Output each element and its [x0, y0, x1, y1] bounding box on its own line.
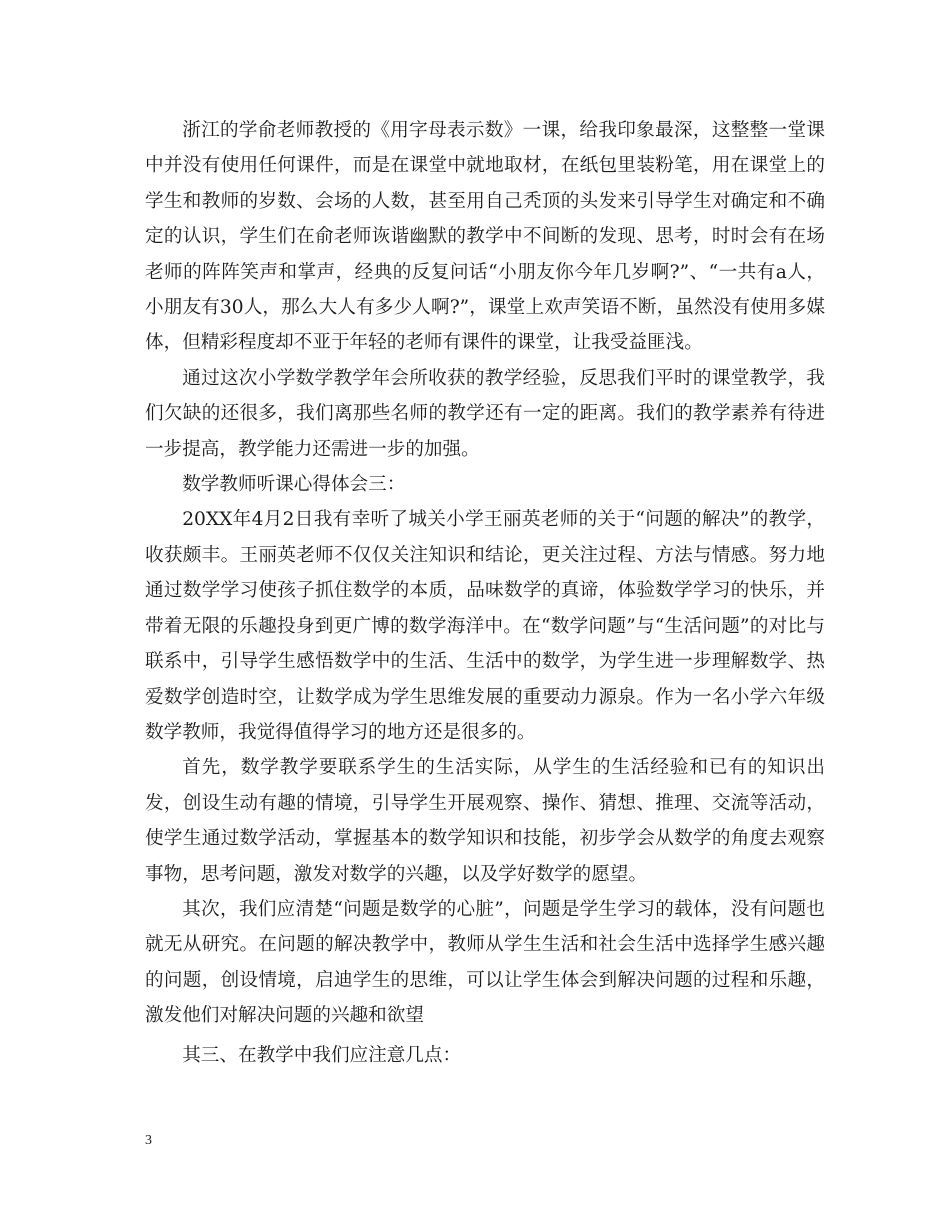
page-number: 3 — [145, 1133, 152, 1148]
paragraph-6: 其次，我们应清楚“问题是数学的心脏”，问题是学生学习的载体，没有问题也就无从研究。在问题的解决教学中，教师从学生生活和社会生活中选择学生感兴趣的问题，创设情境，启迪学生的思维，可以让学生体会到解决问题的过程和乐趣，激发他们对解决问题的兴趣和欲望 — [145, 898, 825, 1027]
paragraph-2: 通过这次小学数学教学年会所收获的教学经验，反思我们平时的课堂教学，我们欠缺的还很多，我们离那些名师的教学还有一定的距离。我们的教学素养有待进一步提高，教学能力还需进一步的加强。 — [145, 367, 825, 460]
paragraph-1: 浙江的学俞老师教授的《用字母表示数》一课，给我印象最深，这整整一堂课中并没有使用任何课件，而是在课堂中就地取材，在纸包里装粉笔，用在课堂上的学生和教师的岁数、会场的人数，甚至用自己秃顶的头发来引导学生对确定和不确定的认识，学生们在俞老师诙谐幽默的教学中不间断的发现、思考，时时会有在场老师的阵阵笑声和掌声，经典的反复问话“小朋友你今年几岁啊?”、“一共有a人，小朋友有30人，那么大人有多少人啊?”，课堂上欢声笑语不断，虽然没有使用多媒体，但精彩程度却不亚于年轻的老师有课件的课堂，让我受益匪浅。 — [145, 120, 825, 354]
document-body — [145, 113, 825, 1073]
paragraph-5: 首先，数学教学要联系学生的生活实际，从学生的生活经验和已有的知识出发，创设生动有趣的情境，引导学生开展观察、操作、猜想、推理、交流等活动，使学生通过数学活动，掌握基本的数学知识和技能，初步学会从数学的角度去观察事物，思考问题，激发对数学的兴趣，以及学好数学的愿望。 — [145, 757, 825, 885]
paragraph-4: 20XX年4月2日我有幸听了城关小学王丽英老师的关于“问题的解决”的教学，收获颇丰。王丽英老师不仅仅关注知识和结论，更关注过程、方法与情感。努力地通过数学学习使孩子抓住数学的本质，品味数学的真谛，体验数学学习的快乐，并带着无限的乐趣投身到更广博的数学海洋中。在“数学问题”与“生活问题”的对比与联系中，引导学生感悟数学中的生活、生活中的数学，为学生进一步理解数学、热爱数学创造时空，让数学成为学生思维发展的重要动力源泉。作为一名小学六年级数学教师，我觉得值得学习的地方还是很多的。 — [145, 509, 825, 743]
paragraph-3-heading: 数学教师听课心得体会三： — [182, 474, 406, 496]
paragraph-7: 其三、在教学中我们应注意几点： — [182, 1044, 462, 1066]
